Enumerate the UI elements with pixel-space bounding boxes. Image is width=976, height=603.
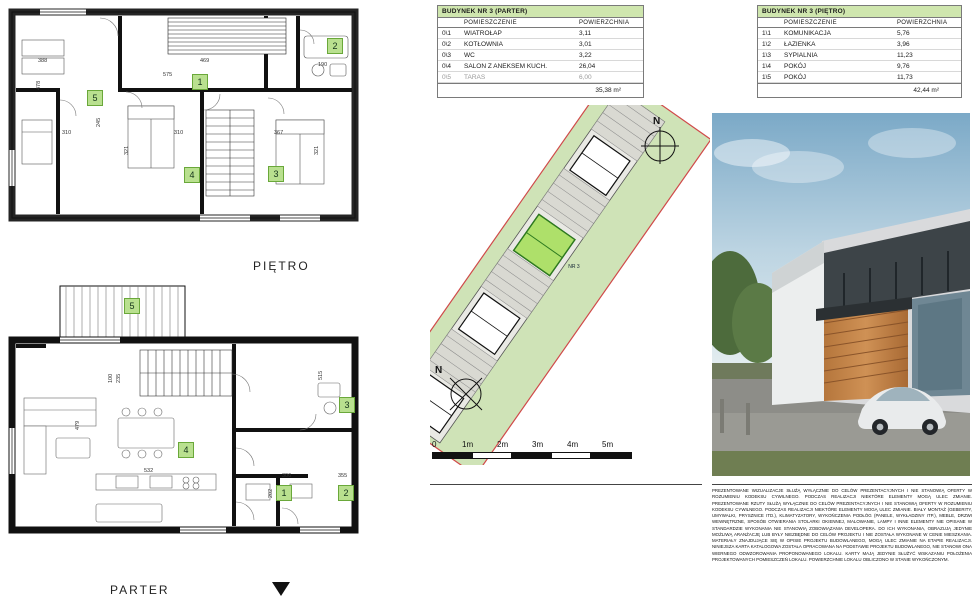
col-room: POMIESZCZENIE <box>464 19 517 26</box>
dim-upper-310b: 310 <box>174 130 184 136</box>
dim-upper-321a: 321 <box>124 145 130 155</box>
table-total-pietro: 42,44 m² <box>758 83 961 97</box>
col-area: POWIERZCHNIA <box>897 19 948 26</box>
area-table-parter <box>437 5 644 98</box>
cell-area: 3,11 <box>579 29 592 37</box>
footer-rule <box>430 484 702 485</box>
cell-area: 11,23 <box>897 51 913 59</box>
upper-floor-label: PIĘTRO <box>253 259 310 273</box>
table-row <box>438 61 643 72</box>
cell-no: 1\4 <box>762 62 772 70</box>
cell-area: 6,00 <box>579 73 592 81</box>
site-unit-label: NR 3 <box>568 264 580 270</box>
col-no <box>762 20 784 26</box>
building-visualisation <box>712 113 970 476</box>
scale-tick-4: 4m <box>567 440 579 449</box>
room-badge-upper-2: 2 <box>327 38 343 54</box>
cell-no: 0\2 <box>442 40 452 48</box>
cell-room: SYPIALNIA <box>784 51 818 59</box>
cell-room: POKÓJ <box>784 62 807 70</box>
table-total-parter: 35,38 m² <box>438 83 643 97</box>
cell-no: 1\1 <box>762 29 772 37</box>
dim-upper-575: 575 <box>163 72 173 78</box>
north-arrow-icon <box>272 582 290 596</box>
cell-room: ŁAZIENKA <box>784 40 816 48</box>
cell-no: 1\5 <box>762 73 772 81</box>
room-badge-lower-2: 2 <box>338 485 354 501</box>
dim-lower-202: 202 <box>268 488 274 498</box>
cell-room: KOMUNIKACJA <box>784 29 831 37</box>
cell-no: 0\3 <box>442 51 452 59</box>
dim-lower-355: 355 <box>338 473 348 479</box>
col-no <box>442 20 464 26</box>
dim-upper-478: 478 <box>36 80 42 90</box>
table-row <box>758 50 961 61</box>
cell-area: 5,76 <box>897 29 910 37</box>
scale-bar <box>432 440 632 459</box>
dim-lower-306: 306 <box>282 473 292 479</box>
cell-no: 1\3 <box>762 51 772 59</box>
lower-floor-label: PARTER <box>110 583 170 597</box>
cell-no: 0\4 <box>442 62 452 70</box>
disclaimer-text: PREZENTOWANE WIZUALIZACJE SŁUŻĄ WYŁĄCZNIE DO CELÓW PREZENTACYJNYCH I NIE STANOWIĄ OFERTY W ROZUMIENIU KODEKSU CYWILNEGO. PODCZAS REALIZACJI NIEKTÓRE ELEMENTY MOGĄ ULEC ZMIANIE. PREZENTOWANE RZUTY SŁUŻĄ WYŁĄCZNIE DO CELÓW PREZENTACYJNYCH I NIE STANOWIĄ OFERTY W ROZUMIENIU KODEKSU CYWILNEGO. PODCZAS REALIZACJI NIEKTÓRE ELEMENTY MOGĄ ULEC ZMIANIE. BIAŁY MONTAŻ (GEBERITY, UMYWALKI, PRYSZNICE ITD.), KLIMATYZATORY, WYKOŃCZENIA PODŁÓG (PANELE, WYKŁADZINY ITP.), MEBLE, DRZWI WEWNĘTRZNE, SPOSÓB OTWIERANIA STOLARKI OKIENNEJ, MALOWANIE, LAMPY I INNE ELEMENTY NIE OPISANE W STANDARDZIE WYKONANIA NIE STANOWIĄ ZOBOWIĄZANIA DEVELOPERA. DO ICH WYKONANIA, OBRAZUJĄ JEDYNIE MOŻLIWĄ ARANŻACJĘ LUB BYŁY NIEZBĘDNE DO CELÓW PROJEKTU I NIE ZOSTAŁA WYKONANE W CENIE MIESZKANIA. MATERIAŁY ZNAJDUJĄCE SIĘ W OPISIE PROJEKTU BUDOWLANEGO, MOGĄ ULEC ZMIANIE NA ETAPIE REALIZACJI. NINIEJSZA KARTA KATALOGOWA ZOSTAŁA OPRACOWANA NA PODSTAWIE PROJEKTU BUDOWLANEGO, NIE STANOWI ONA WIERNEGO ODWZOROWANIA PROPONOWANEGO LOKALU. KARTY MAJĄ JEDYNIE SŁUŻYĆ WSKAZANIU POŁOŻENIA PROJEKTOWANYCH POMIESZCZEŃ LOKALU. POWIERZCHNIE LOKALU OBLICZONO W STANIE WYKOŃCZONYM. <box>712 484 972 598</box>
room-badge-upper-3: 3 <box>268 166 284 182</box>
cell-no: 1\2 <box>762 40 772 48</box>
dim-lower-515: 515 <box>318 370 324 380</box>
table-title-parter: BUDYNEK NR 3 (PARTER) <box>438 6 643 18</box>
cell-area: 3,96 <box>897 40 910 48</box>
dim-lower-479: 479 <box>75 420 81 430</box>
dim-upper-388: 388 <box>38 58 48 64</box>
cell-room: SALON Z ANEKSEM KUCH. <box>464 62 548 70</box>
cell-no: 0\5 <box>442 73 452 81</box>
table-subhead-parter <box>438 18 643 28</box>
dim-upper-310a: 310 <box>62 130 72 136</box>
room-badge-lower-3: 3 <box>339 397 355 413</box>
cell-no: 0\1 <box>442 29 452 37</box>
scale-tick-1: 1m <box>462 440 474 449</box>
dim-upper-367: 367 <box>274 130 284 136</box>
compass-n-letter: N <box>653 116 661 127</box>
table-row <box>438 28 643 39</box>
dim-upper-321b: 321 <box>314 145 320 155</box>
dim-upper-190: 190 <box>318 62 328 68</box>
scale-bar-graphic <box>432 452 632 459</box>
cell-area: 26,04 <box>579 62 596 70</box>
floor-plans-area <box>0 0 430 603</box>
scale-tick-2: 2m <box>497 440 509 449</box>
cell-room: TARAS <box>464 73 486 81</box>
scale-tick-5: 5m <box>602 440 614 449</box>
area-table-pietro <box>757 5 962 98</box>
scale-tick-0: 0 <box>432 440 437 449</box>
table-row <box>758 28 961 39</box>
col-room: POMIESZCZENIE <box>784 19 837 26</box>
cell-area: 3,01 <box>579 40 592 48</box>
dim-upper-469: 469 <box>200 58 210 64</box>
cell-room: POKÓJ <box>784 73 807 81</box>
room-badge-upper-5: 5 <box>87 90 103 106</box>
room-badge-upper-4: 4 <box>184 167 200 183</box>
room-badge-lower-4: 4 <box>178 442 194 458</box>
lower-floor-plan <box>0 278 430 588</box>
table-row <box>438 50 643 61</box>
compass-n-letter-2: N <box>435 365 443 376</box>
table-row <box>758 72 961 83</box>
cell-room: WC <box>464 51 475 59</box>
table-title-pietro: BUDYNEK NR 3 (PIĘTRO) <box>758 6 961 18</box>
cell-area: 3,22 <box>579 51 592 59</box>
room-badge-lower-1: 1 <box>276 485 292 501</box>
cell-area: 11,73 <box>897 73 913 81</box>
scale-tick-3: 3m <box>532 440 544 449</box>
table-row <box>438 39 643 50</box>
col-area: POWIERZCHNIA <box>579 19 630 26</box>
table-subhead-pietro <box>758 18 961 28</box>
cell-room: KOTŁOWNIA <box>464 40 504 48</box>
room-badge-lower-5: 5 <box>124 298 140 314</box>
table-row <box>758 39 961 50</box>
table-row <box>438 72 643 83</box>
cell-room: WIATROŁAP <box>464 29 502 37</box>
scale-bar-labels <box>432 440 632 452</box>
compass-left <box>432 362 492 422</box>
dim-lower-532: 532 <box>144 468 154 474</box>
cell-area: 9,76 <box>897 62 910 70</box>
compass-top <box>640 118 680 164</box>
dim-lower-235: 235 <box>116 373 122 383</box>
table-row <box>758 61 961 72</box>
dim-upper-245: 245 <box>96 117 102 127</box>
dim-lower-100: 100 <box>108 373 114 383</box>
room-badge-upper-1: 1 <box>192 74 208 90</box>
